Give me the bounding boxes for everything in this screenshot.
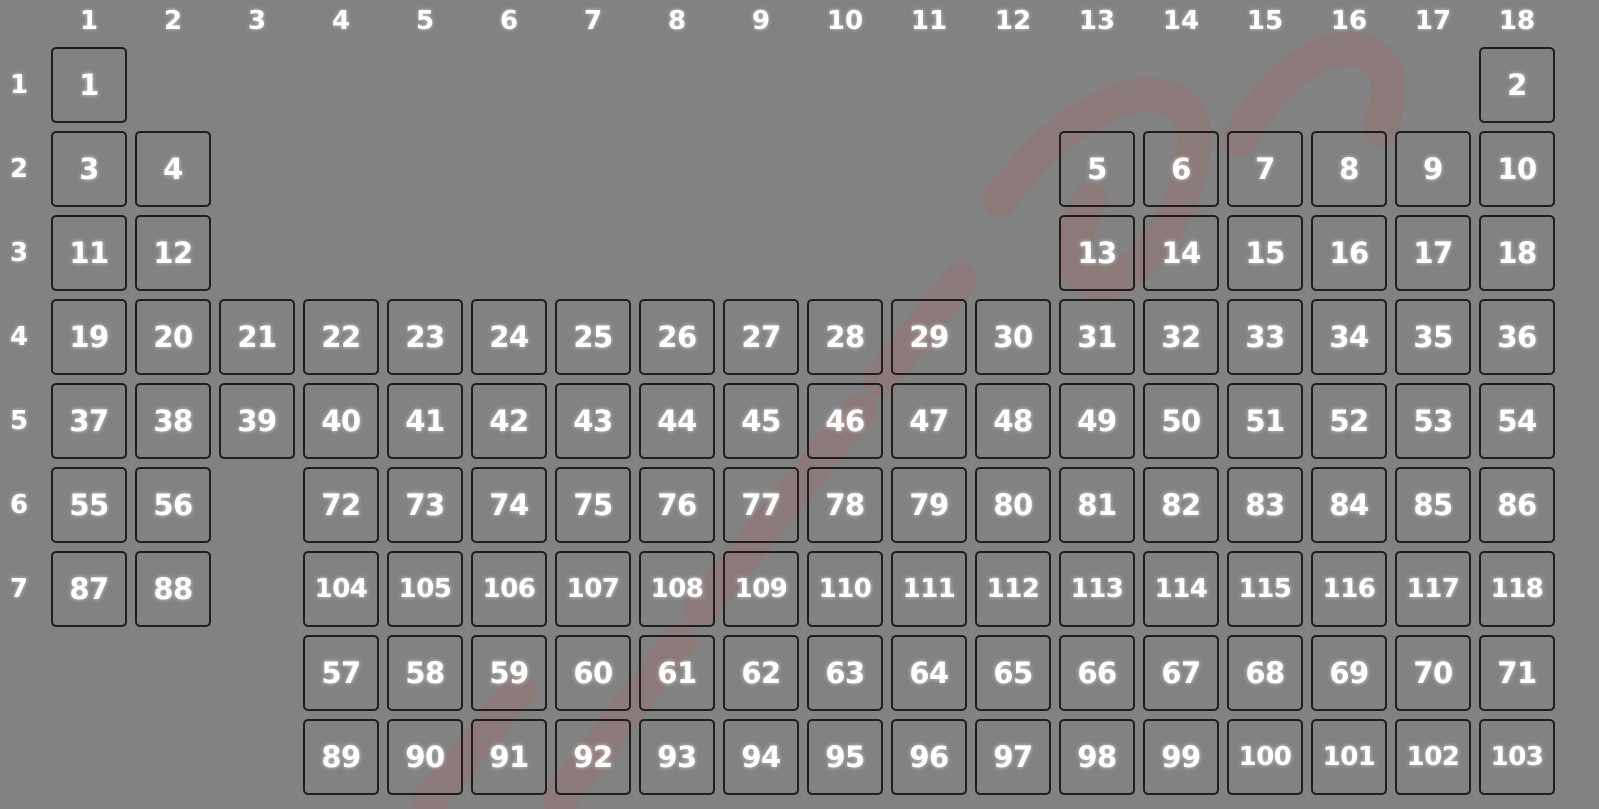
period-label-1: 1 — [9, 70, 29, 100]
element-cell-30[interactable]: 30 — [975, 299, 1051, 375]
element-cell-35[interactable]: 35 — [1395, 299, 1471, 375]
period-label-4: 4 — [9, 322, 29, 352]
element-cell-20[interactable]: 20 — [135, 299, 211, 375]
element-cell-17[interactable]: 17 — [1395, 215, 1471, 291]
element-cell-63[interactable]: 63 — [807, 635, 883, 711]
element-cell-6[interactable]: 6 — [1143, 131, 1219, 207]
element-cell-103[interactable]: 103 — [1479, 719, 1555, 795]
group-label-6: 6 — [499, 6, 519, 36]
element-cell-110[interactable]: 110 — [807, 551, 883, 627]
element-cell-78[interactable]: 78 — [807, 467, 883, 543]
element-cell-74[interactable]: 74 — [471, 467, 547, 543]
element-cell-76[interactable]: 76 — [639, 467, 715, 543]
element-cell-97[interactable]: 97 — [975, 719, 1051, 795]
element-cell-70[interactable]: 70 — [1395, 635, 1471, 711]
element-cell-15[interactable]: 15 — [1227, 215, 1303, 291]
element-cell-38[interactable]: 38 — [135, 383, 211, 459]
element-cell-49[interactable]: 49 — [1059, 383, 1135, 459]
element-cell-105[interactable]: 105 — [387, 551, 463, 627]
element-cell-109[interactable]: 109 — [723, 551, 799, 627]
element-cell-60[interactable]: 60 — [555, 635, 631, 711]
group-label-17: 17 — [1414, 6, 1452, 36]
element-cell-11[interactable]: 11 — [51, 215, 127, 291]
element-cell-66[interactable]: 66 — [1059, 635, 1135, 711]
element-cell-50[interactable]: 50 — [1143, 383, 1219, 459]
element-cell-4[interactable]: 4 — [135, 131, 211, 207]
group-label-15: 15 — [1246, 6, 1284, 36]
element-cell-1[interactable]: 1 — [51, 47, 127, 123]
element-cell-106[interactable]: 106 — [471, 551, 547, 627]
element-cell-54[interactable]: 54 — [1479, 383, 1555, 459]
element-cell-69[interactable]: 69 — [1311, 635, 1387, 711]
element-cell-13[interactable]: 13 — [1059, 215, 1135, 291]
element-cell-51[interactable]: 51 — [1227, 383, 1303, 459]
element-cell-21[interactable]: 21 — [219, 299, 295, 375]
element-cell-82[interactable]: 82 — [1143, 467, 1219, 543]
element-cell-55[interactable]: 55 — [51, 467, 127, 543]
element-cell-2[interactable]: 2 — [1479, 47, 1555, 123]
group-label-16: 16 — [1330, 6, 1368, 36]
element-cell-57[interactable]: 57 — [303, 635, 379, 711]
element-cell-16[interactable]: 16 — [1311, 215, 1387, 291]
element-cell-89[interactable]: 89 — [303, 719, 379, 795]
group-label-2: 2 — [163, 6, 183, 36]
element-cell-12[interactable]: 12 — [135, 215, 211, 291]
element-cell-58[interactable]: 58 — [387, 635, 463, 711]
element-cell-90[interactable]: 90 — [387, 719, 463, 795]
element-cell-107[interactable]: 107 — [555, 551, 631, 627]
element-cell-93[interactable]: 93 — [639, 719, 715, 795]
element-cell-53[interactable]: 53 — [1395, 383, 1471, 459]
group-label-12: 12 — [994, 6, 1032, 36]
group-label-10: 10 — [826, 6, 864, 36]
group-label-18: 18 — [1498, 6, 1536, 36]
element-cell-37[interactable]: 37 — [51, 383, 127, 459]
element-cell-47[interactable]: 47 — [891, 383, 967, 459]
element-cell-68[interactable]: 68 — [1227, 635, 1303, 711]
period-label-3: 3 — [9, 238, 29, 268]
element-cell-36[interactable]: 36 — [1479, 299, 1555, 375]
element-cell-62[interactable]: 62 — [723, 635, 799, 711]
element-cell-40[interactable]: 40 — [303, 383, 379, 459]
element-cell-10[interactable]: 10 — [1479, 131, 1555, 207]
element-cell-111[interactable]: 111 — [891, 551, 967, 627]
element-cell-85[interactable]: 85 — [1395, 467, 1471, 543]
group-label-7: 7 — [583, 6, 603, 36]
element-cell-94[interactable]: 94 — [723, 719, 799, 795]
element-cell-65[interactable]: 65 — [975, 635, 1051, 711]
element-cell-22[interactable]: 22 — [303, 299, 379, 375]
element-cell-92[interactable]: 92 — [555, 719, 631, 795]
element-cell-83[interactable]: 83 — [1227, 467, 1303, 543]
period-label-5: 5 — [9, 406, 29, 436]
element-cell-72[interactable]: 72 — [303, 467, 379, 543]
element-cell-67[interactable]: 67 — [1143, 635, 1219, 711]
element-cell-98[interactable]: 98 — [1059, 719, 1135, 795]
element-cell-99[interactable]: 99 — [1143, 719, 1219, 795]
group-label-11: 11 — [910, 6, 948, 36]
element-cell-8[interactable]: 8 — [1311, 131, 1387, 207]
element-cell-104[interactable]: 104 — [303, 551, 379, 627]
group-label-1: 1 — [79, 6, 99, 36]
element-cell-95[interactable]: 95 — [807, 719, 883, 795]
element-cell-116[interactable]: 116 — [1311, 551, 1387, 627]
element-cell-14[interactable]: 14 — [1143, 215, 1219, 291]
element-cell-43[interactable]: 43 — [555, 383, 631, 459]
element-cell-100[interactable]: 100 — [1227, 719, 1303, 795]
group-label-5: 5 — [415, 6, 435, 36]
element-cell-101[interactable]: 101 — [1311, 719, 1387, 795]
element-cell-34[interactable]: 34 — [1311, 299, 1387, 375]
element-cell-102[interactable]: 102 — [1395, 719, 1471, 795]
element-cell-75[interactable]: 75 — [555, 467, 631, 543]
element-cell-23[interactable]: 23 — [387, 299, 463, 375]
element-cell-52[interactable]: 52 — [1311, 383, 1387, 459]
element-cell-86[interactable]: 86 — [1479, 467, 1555, 543]
element-cell-59[interactable]: 59 — [471, 635, 547, 711]
element-cell-118[interactable]: 118 — [1479, 551, 1555, 627]
group-label-8: 8 — [667, 6, 687, 36]
element-cell-44[interactable]: 44 — [639, 383, 715, 459]
element-cell-73[interactable]: 73 — [387, 467, 463, 543]
element-cell-27[interactable]: 27 — [723, 299, 799, 375]
element-cell-87[interactable]: 87 — [51, 551, 127, 627]
group-label-9: 9 — [751, 6, 771, 36]
element-cell-113[interactable]: 113 — [1059, 551, 1135, 627]
element-cell-56[interactable]: 56 — [135, 467, 211, 543]
element-cell-84[interactable]: 84 — [1311, 467, 1387, 543]
element-cell-96[interactable]: 96 — [891, 719, 967, 795]
group-label-14: 14 — [1162, 6, 1200, 36]
group-label-4: 4 — [331, 6, 351, 36]
element-cell-26[interactable]: 26 — [639, 299, 715, 375]
element-cell-71[interactable]: 71 — [1479, 635, 1555, 711]
element-cell-112[interactable]: 112 — [975, 551, 1051, 627]
period-label-6: 6 — [9, 490, 29, 520]
element-cell-5[interactable]: 5 — [1059, 131, 1135, 207]
element-cell-28[interactable]: 28 — [807, 299, 883, 375]
element-cell-46[interactable]: 46 — [807, 383, 883, 459]
element-cell-31[interactable]: 31 — [1059, 299, 1135, 375]
element-cell-108[interactable]: 108 — [639, 551, 715, 627]
element-cell-64[interactable]: 64 — [891, 635, 967, 711]
element-cell-24[interactable]: 24 — [471, 299, 547, 375]
element-cell-18[interactable]: 18 — [1479, 215, 1555, 291]
element-cell-48[interactable]: 48 — [975, 383, 1051, 459]
element-cell-81[interactable]: 81 — [1059, 467, 1135, 543]
element-cell-42[interactable]: 42 — [471, 383, 547, 459]
element-cell-7[interactable]: 7 — [1227, 131, 1303, 207]
element-cell-91[interactable]: 91 — [471, 719, 547, 795]
period-label-2: 2 — [9, 154, 29, 184]
element-cell-80[interactable]: 80 — [975, 467, 1051, 543]
element-cell-32[interactable]: 32 — [1143, 299, 1219, 375]
element-cell-79[interactable]: 79 — [891, 467, 967, 543]
element-cell-29[interactable]: 29 — [891, 299, 967, 375]
element-cell-41[interactable]: 41 — [387, 383, 463, 459]
element-cell-61[interactable]: 61 — [639, 635, 715, 711]
element-cell-33[interactable]: 33 — [1227, 299, 1303, 375]
element-cell-45[interactable]: 45 — [723, 383, 799, 459]
group-label-13: 13 — [1078, 6, 1116, 36]
element-cell-115[interactable]: 115 — [1227, 551, 1303, 627]
element-cell-114[interactable]: 114 — [1143, 551, 1219, 627]
element-cell-3[interactable]: 3 — [51, 131, 127, 207]
element-cell-77[interactable]: 77 — [723, 467, 799, 543]
group-label-3: 3 — [247, 6, 267, 36]
element-cell-25[interactable]: 25 — [555, 299, 631, 375]
element-cell-39[interactable]: 39 — [219, 383, 295, 459]
element-cell-117[interactable]: 117 — [1395, 551, 1471, 627]
element-cell-19[interactable]: 19 — [51, 299, 127, 375]
element-cell-88[interactable]: 88 — [135, 551, 211, 627]
element-cell-9[interactable]: 9 — [1395, 131, 1471, 207]
period-label-7: 7 — [9, 574, 29, 604]
